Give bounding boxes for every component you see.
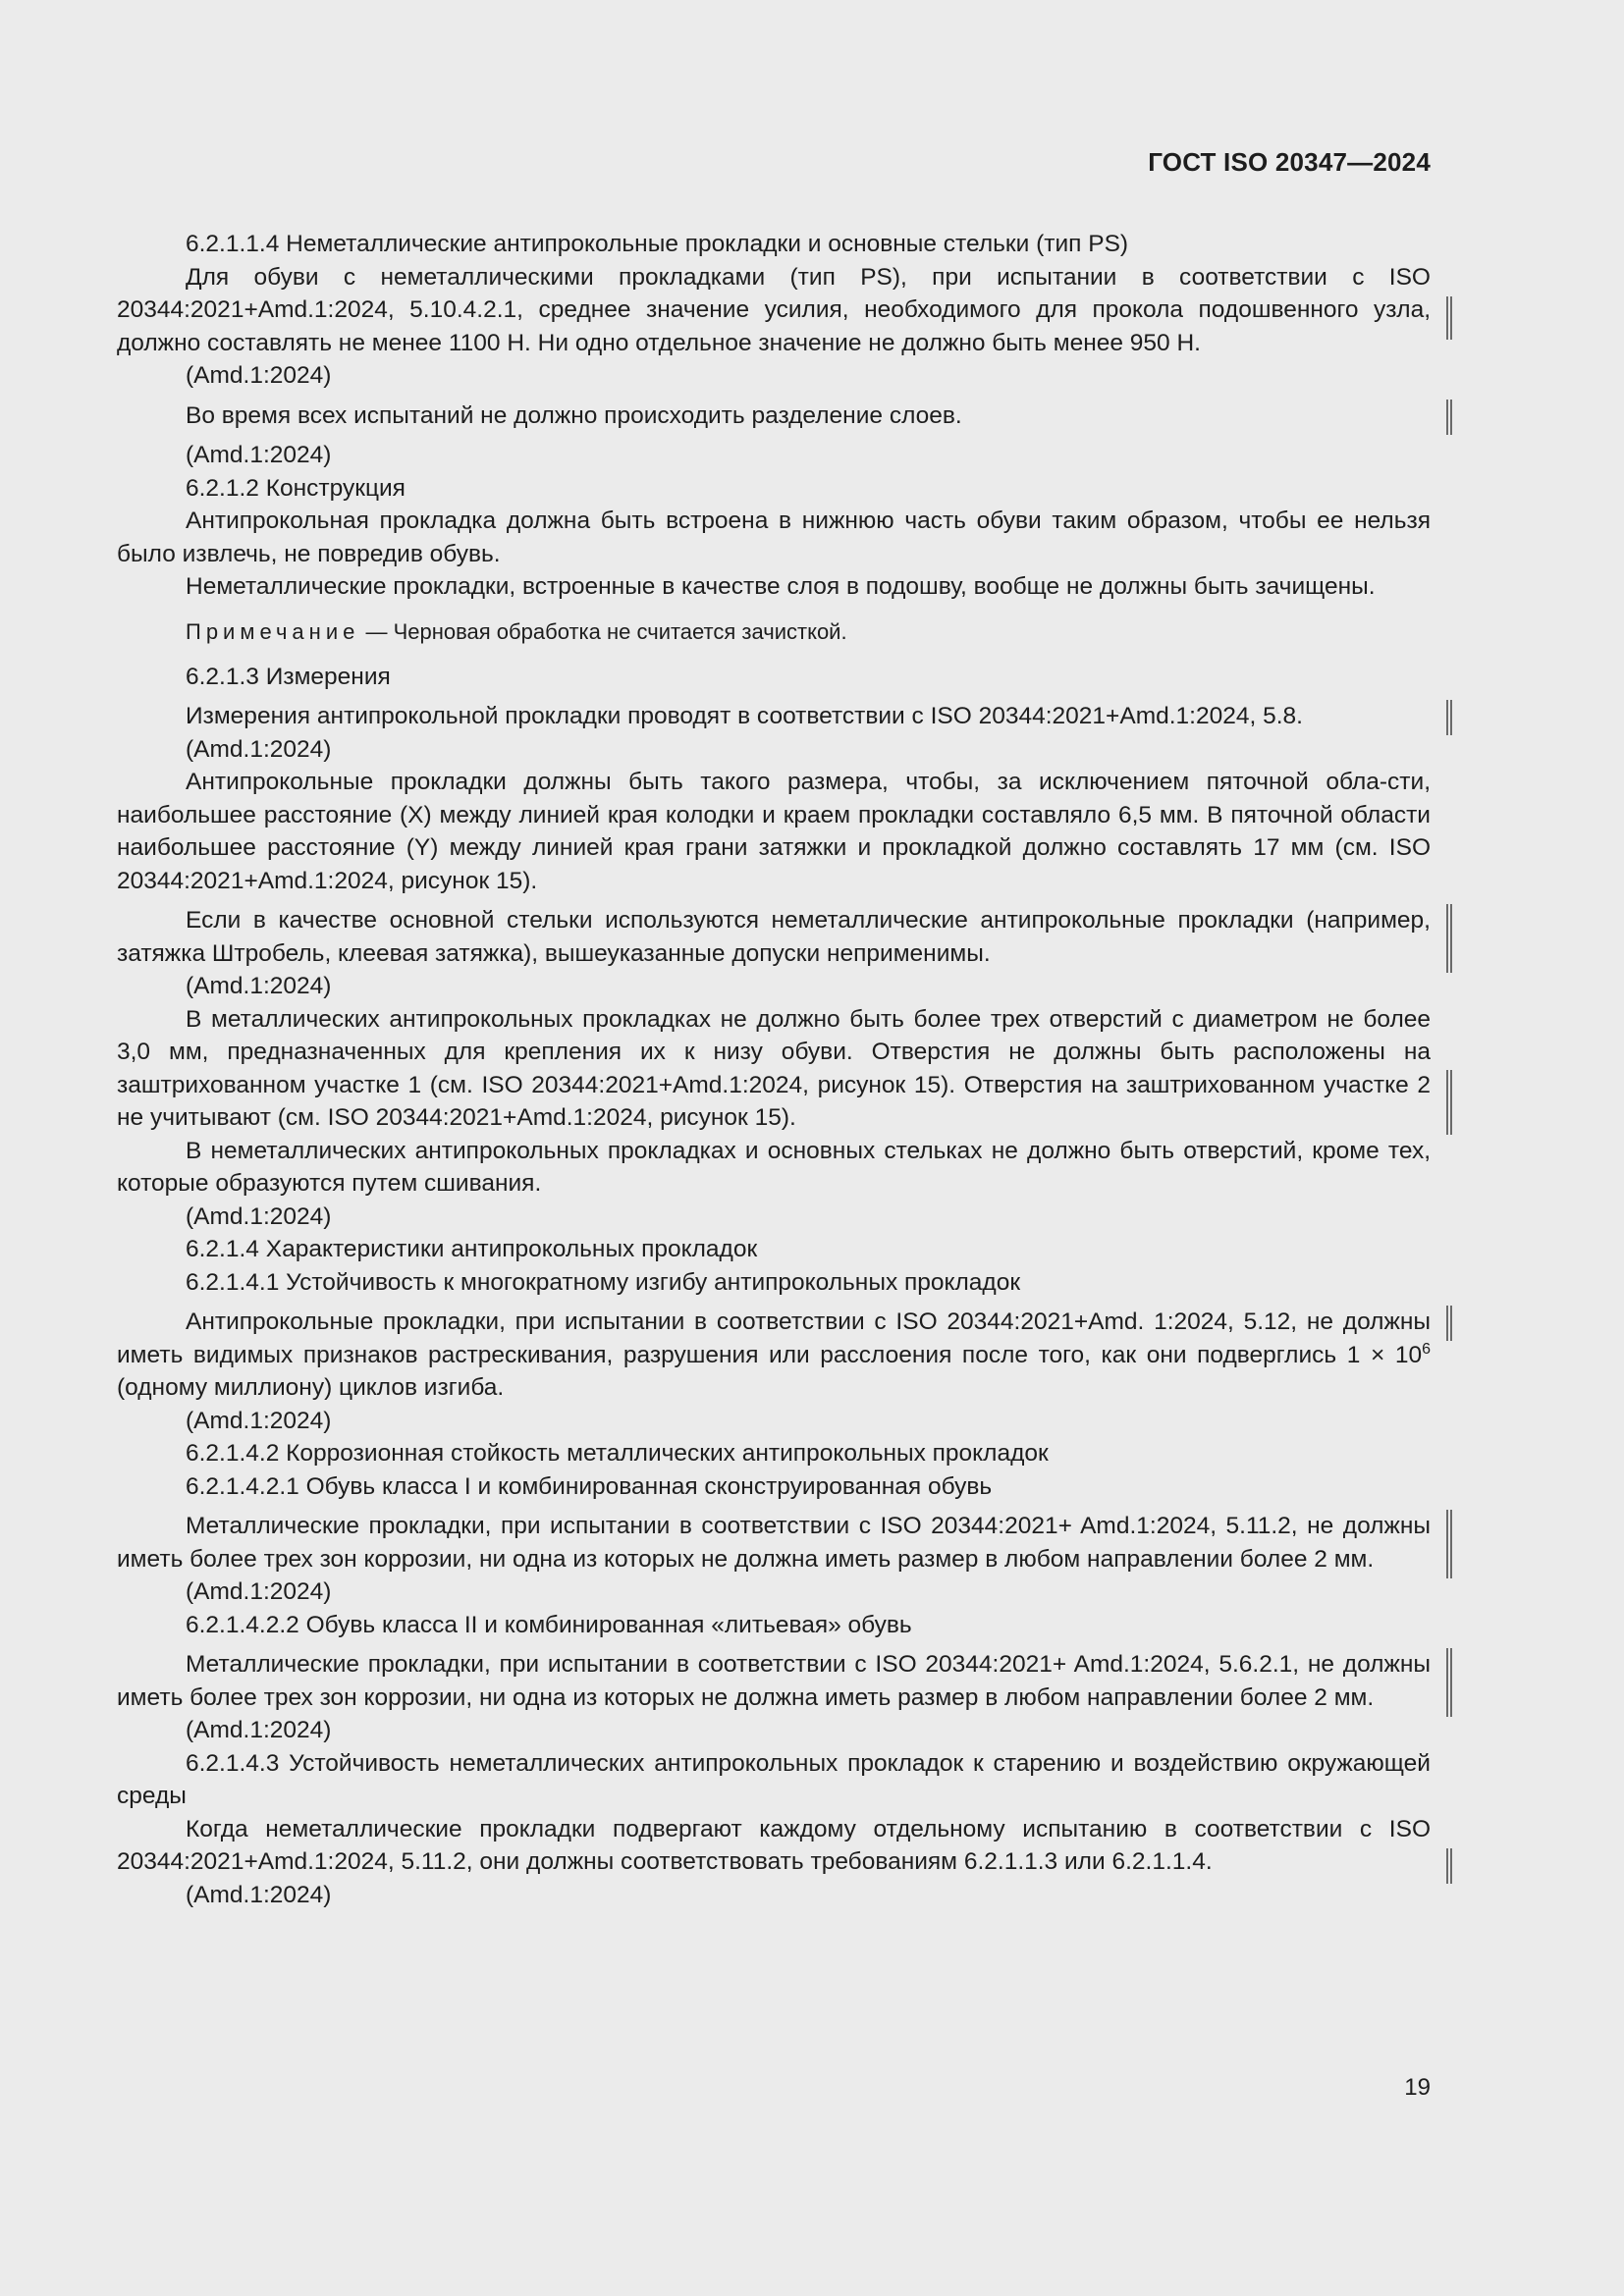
section-heading: 6.2.1.2 Конструкция (186, 474, 406, 502)
section-heading: 6.2.1.4.2.2 Обувь класса II и комбинированная «литьевая» обувь (186, 1611, 912, 1638)
document-body (117, 228, 1431, 1911)
amendment-ref: (Amd.1:2024) (186, 362, 332, 389)
change-bar (1446, 400, 1452, 435)
section-heading: 6.2.1.4.2 Коррозионная стойкость металлических антипрокольных прокладок (186, 1440, 1049, 1467)
amendment-ref: (Amd.1:2024) (186, 1881, 332, 1908)
section-heading: 6.2.1.4.2.1 Обувь класса I и комбинированная сконструированная обувь (186, 1472, 993, 1500)
paragraph: Во время всех испытаний не должно происходить разделение слоев. (117, 400, 1431, 433)
paragraph: Металлические прокладки, при испытании в соответствии с ISO 20344:2021+ Amd.1:2024, 5.11.2, не должны иметь более трех зон коррозии, ни одна из которых не должна иметь размер в любом направлении более 2 мм. (117, 1510, 1431, 1575)
paragraph: Антипрокольные прокладки должны быть такого размера, чтобы, за исключением пяточной обла-сти, наибольшее расстояние (X) между линией края колодки и краем прокладки составляло 6,5 мм. В пяточной области наибольшее расстояние (Y) между линией края грани затяжки и прокладкой должно составлять 17 мм (см. ISO 20344:2021+Amd.1:2024, рисунок 15). (117, 769, 1431, 894)
change-bar (1446, 904, 1452, 973)
section-heading: 6.2.1.3 Измерения (186, 663, 391, 690)
paragraph: Когда неметаллические прокладки подвергают каждому отдельному испытанию в соответствии с ISO 20344:2021+Amd.1:2024, 5.11.2, они должны соответствовать требованиям 6.2.1.1.3 или 6.2.1.1.4. (117, 1813, 1431, 1879)
change-bar (1446, 1848, 1452, 1884)
amendment-ref: (Amd.1:2024) (186, 1407, 332, 1434)
section-heading: 6.2.1.4.3 Устойчивость неметаллических антипрокольных прокладок к старению и воздействию окружающей среды (117, 1749, 1431, 1809)
paragraph: Для обуви с неметаллическими прокладками (тип PS), при испытании в соответствии с ISO 20344:2021+Amd.1:2024, 5.10.4.2.1, среднее значение усилия, необходимого для прокола подошвенного узла, должно составлять не менее 1100 Н. Ни одно отдельное значение не должно быть менее 950 Н. (117, 261, 1431, 360)
amendment-ref: (Amd.1:2024) (186, 973, 332, 999)
amendment-ref: (Amd.1:2024) (186, 735, 332, 763)
paragraph: Антипрокольная прокладка должна быть встроена в нижнюю часть обуви таким образом, чтобы ее нельзя было извлечь, не повредив обувь. (117, 507, 1431, 567)
amendment-ref: (Amd.1:2024) (186, 442, 332, 468)
change-bar (1446, 1070, 1452, 1135)
paragraph: Металлические прокладки, при испытании в соответствии с ISO 20344:2021+ Amd.1:2024, 5.6.2.1, не должны иметь более трех зон коррозии, ни одна из которых не должна иметь размер в любом направлении более 2 мм. (117, 1648, 1431, 1714)
change-bar (1446, 296, 1452, 340)
amendment-ref: (Amd.1:2024) (186, 1578, 332, 1605)
page-number: 19 (1404, 2074, 1431, 2101)
paragraph: Неметаллические прокладки, встроенные в качестве слоя в подошву, вообще не должны быть зачищены. (186, 573, 1376, 600)
exponent: 6 (1422, 1340, 1431, 1358)
document-header: ГОСТ ISO 20347—2024 (1148, 147, 1431, 177)
change-bar (1446, 1306, 1452, 1341)
section-heading: 6.2.1.4 Характеристики антипрокольных прокладок (186, 1236, 758, 1262)
section-heading: 6.2.1.4.1 Устойчивость к многократному изгибу антипрокольных прокладок (186, 1268, 1021, 1296)
amendment-ref: (Amd.1:2024) (186, 1717, 332, 1743)
change-bar (1446, 1648, 1452, 1717)
note-label: Примечание (186, 618, 360, 644)
paragraph: В металлических антипрокольных прокладках не должно быть более трех отверстий с диаметром не более 3,0 мм, предназначенных для крепления их к низу обуви. Отверстия не должны быть расположены на заштрихованном участке 1 (см. ISO 20344:2021+Amd.1:2024, рисунок 15). Отверстия на заштрихованном участке 2 не учитывают (см. ISO 20344:2021+Amd.1:2024, рисунок 15). (117, 1003, 1431, 1135)
note-text: — Черновая обработка не считается зачисткой. (359, 618, 847, 644)
change-bar (1446, 700, 1452, 735)
change-bar (1446, 1510, 1452, 1578)
section-heading: 6.2.1.1.4 Неметаллические антипрокольные прокладки и основные стельки (тип PS) (186, 231, 1129, 257)
paragraph: В неметаллических антипрокольных прокладках и основных стельках не должно быть отверстий, кроме тех, которые образуются путем сшивания. (117, 1137, 1431, 1197)
paragraph: Если в качестве основной стельки используются неметаллические антипрокольные прокладки (например, затяжка Штробель, клеевая затяжка), вышеуказанные допуски неприменимы. (117, 904, 1431, 970)
paragraph: Измерения антипрокольной прокладки проводят в соответствии с ISO 20344:2021+Amd.1:2024, 5.8. (117, 700, 1431, 733)
note (117, 617, 1431, 647)
paragraph: Антипрокольные прокладки, при испытании в соответствии с ISO 20344:2021+Amd. 1:2024, 5.12, не должны иметь видимых признаков растрескивания, разрушения или расслоения после того, как они подверглись $1 \times 10^6$ (одному миллиону) циклов изгиба. (117, 1306, 1431, 1405)
amendment-ref: (Amd.1:2024) (186, 1202, 332, 1230)
